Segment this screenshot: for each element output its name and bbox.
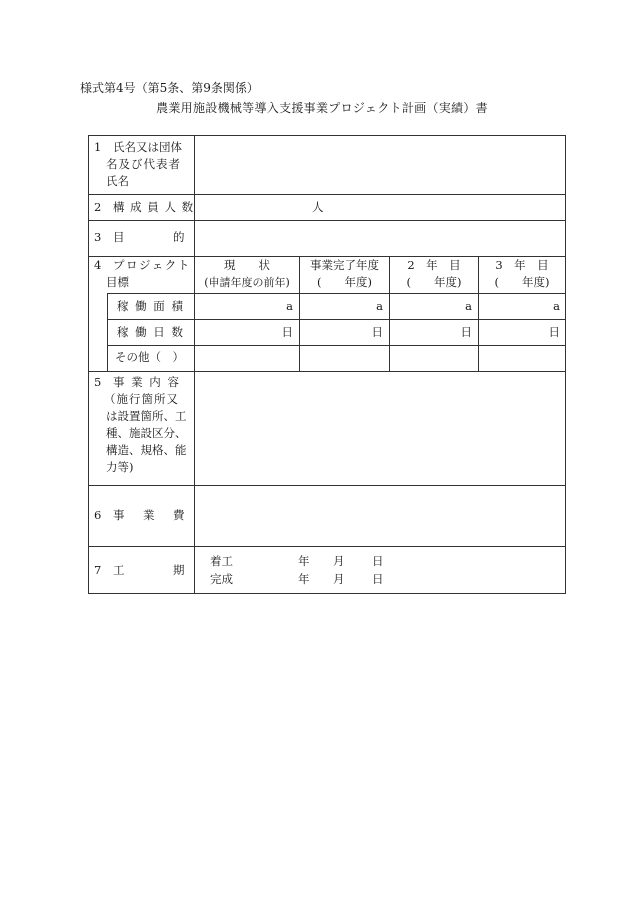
row5-detail-line3: 種、施設区分、 — [106, 426, 187, 440]
row6-label-b: 業 — [143, 508, 155, 522]
days-unit-year3: 日 — [548, 325, 560, 339]
days-unit-current: 日 — [281, 325, 293, 339]
start-year: 年 — [298, 554, 310, 568]
row5-detail-line1: （施行箇所又 — [104, 392, 179, 406]
row-divider — [89, 485, 565, 486]
area-unit-year2: a — [465, 299, 472, 313]
col-completion-heading: 事業完了年度 — [310, 258, 379, 272]
row-divider — [89, 371, 565, 372]
row-divider — [107, 345, 565, 346]
row1-number: 1 — [94, 140, 102, 154]
col-year2-sub: ( 年度) — [406, 275, 462, 289]
subrow-indent-divider — [107, 293, 108, 371]
row-divider — [89, 194, 565, 195]
end-month: 月 — [333, 572, 345, 586]
row5-detail-line5: 力等) — [106, 460, 134, 474]
row-divider — [89, 546, 565, 547]
row1-label-line1: 氏名又は団体 — [113, 140, 182, 154]
start-month: 月 — [333, 554, 345, 568]
row1-label-line2: 名及び代表者 — [106, 157, 181, 171]
end-day: 日 — [372, 572, 384, 586]
row4-label-line1: プロジェクト — [113, 258, 191, 272]
row5-detail-line2: は設置箇所、工 — [106, 409, 187, 423]
col-current-heading: 現 状 — [224, 258, 270, 272]
row7-label-b: 期 — [173, 563, 185, 577]
document-title: 農業用施設機械等導入支援事業プロジェクト計画（実績）書 — [156, 101, 488, 115]
row5-label: 事 業 内 容 — [113, 375, 181, 389]
row7-label-a: 工 — [113, 563, 125, 577]
subrow-days-label: 稼 働 日 数 — [117, 325, 185, 339]
member-count-unit: 人 — [312, 200, 324, 214]
end-label: 完成 — [210, 572, 233, 586]
row1-label-line3: 氏名 — [106, 174, 129, 188]
col-year2-heading: 2 年 目 — [407, 258, 461, 272]
row4-number: 4 — [94, 258, 102, 272]
row6-label-c: 費 — [173, 508, 185, 522]
days-unit-completion: 日 — [371, 325, 383, 339]
row2-label: 構 成 員 人 数 — [113, 200, 195, 214]
row3-label-a: 目 — [113, 230, 125, 244]
area-unit-completion: a — [376, 299, 383, 313]
row2-number: 2 — [94, 200, 102, 214]
label-column-divider — [194, 136, 195, 594]
subrow-other-label: その他（ ） — [115, 350, 184, 364]
col-year3-sub: ( 年度) — [494, 275, 550, 289]
area-unit-current: a — [286, 299, 293, 313]
col-year3-heading: 3 年 目 — [495, 258, 549, 272]
area-unit-year3: a — [553, 299, 560, 313]
row-divider — [107, 319, 565, 320]
row3-label-b: 的 — [173, 230, 185, 244]
row4-label-line2: 目標 — [106, 275, 129, 289]
start-day: 日 — [372, 554, 384, 568]
col-current-sub: (申請年度の前年) — [204, 276, 290, 289]
row6-label-a: 事 — [113, 508, 125, 522]
col-completion-sub: ( 年度) — [317, 275, 372, 289]
row3-number: 3 — [94, 230, 102, 244]
days-unit-year2: 日 — [460, 325, 472, 339]
form-number: 様式第4号（第5条、第9条関係） — [80, 81, 259, 95]
start-label: 着工 — [210, 554, 233, 568]
end-year: 年 — [298, 572, 310, 586]
plan-table — [88, 135, 566, 594]
row5-number: 5 — [94, 375, 102, 389]
subrow-area-label: 稼 働 面 積 — [117, 299, 185, 313]
row-divider — [89, 220, 565, 221]
row7-number: 7 — [94, 563, 102, 577]
row-divider — [107, 293, 565, 294]
row5-detail-line4: 構造、規格、能 — [106, 443, 187, 457]
row6-number: 6 — [94, 508, 102, 522]
